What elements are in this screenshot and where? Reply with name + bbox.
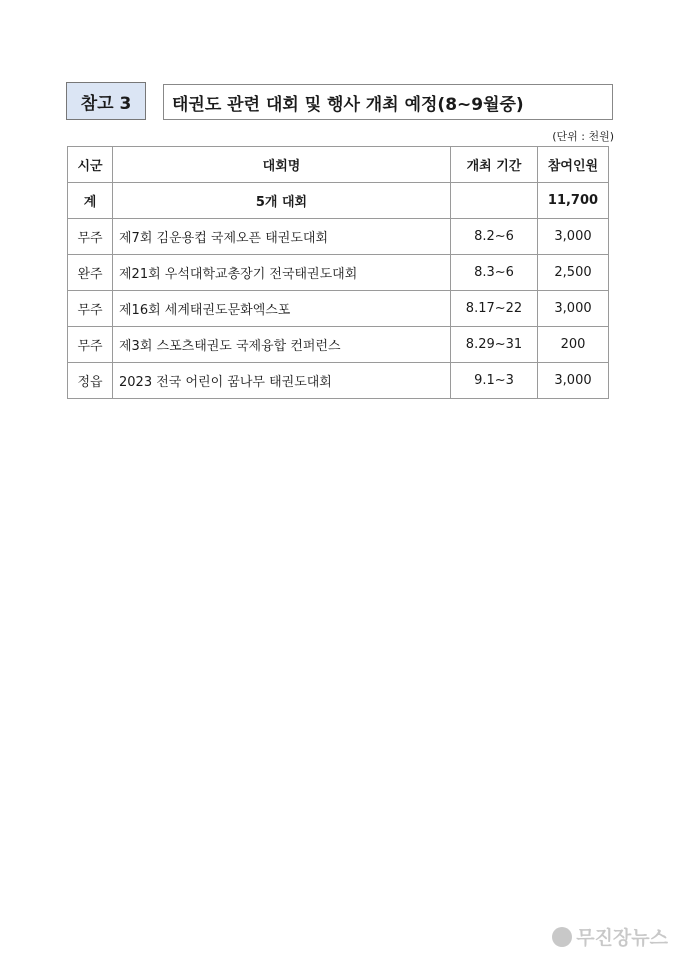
row-name: 제16회 세계태권도문화엑스포 xyxy=(113,291,451,327)
row-region: 완주 xyxy=(68,255,113,291)
row-participants: 200 xyxy=(538,327,609,363)
logo-circle-icon xyxy=(552,927,572,947)
row-period: 8.2~6 xyxy=(451,219,538,255)
row-region: 무주 xyxy=(68,291,113,327)
header-participants: 참여인원 xyxy=(538,147,609,183)
row-participants: 3,000 xyxy=(538,291,609,327)
table-header-row xyxy=(68,147,609,183)
row-region: 무주 xyxy=(68,219,113,255)
row-period: 8.3~6 xyxy=(451,255,538,291)
total-period xyxy=(451,183,538,219)
table-row xyxy=(68,255,609,291)
total-participants: 11,700 xyxy=(538,183,609,219)
table-row xyxy=(68,291,609,327)
table-row xyxy=(68,363,609,399)
row-period: 9.1~3 xyxy=(451,363,538,399)
header-period: 개최 기간 xyxy=(451,147,538,183)
row-period: 8.17~22 xyxy=(451,291,538,327)
row-region: 무주 xyxy=(68,327,113,363)
events-table xyxy=(67,146,609,399)
row-name: 제21회 우석대학교총장기 전국태권도대회 xyxy=(113,255,451,291)
header-region: 시군 xyxy=(68,147,113,183)
row-name: 제7회 김운용컵 국제오픈 태권도대회 xyxy=(113,219,451,255)
table-total-row xyxy=(68,183,609,219)
row-participants: 3,000 xyxy=(538,363,609,399)
header-name: 대회명 xyxy=(113,147,451,183)
row-region: 정읍 xyxy=(68,363,113,399)
row-name: 제3회 스포츠태권도 국제융합 컨퍼런스 xyxy=(113,327,451,363)
table-row xyxy=(68,219,609,255)
total-name: 5개 대회 xyxy=(113,183,451,219)
unit-note: (단위 : 천원) xyxy=(552,130,614,143)
row-participants: 2,500 xyxy=(538,255,609,291)
row-period: 8.29~31 xyxy=(451,327,538,363)
table-row xyxy=(68,327,609,363)
row-name: 2023 전국 어린이 꿈나무 태권도대회 xyxy=(113,363,451,399)
total-region: 계 xyxy=(68,183,113,219)
reference-label: 참고 3 xyxy=(66,82,146,120)
watermark-text: 무진장뉴스 xyxy=(576,927,668,949)
watermark xyxy=(552,923,668,950)
row-participants: 3,000 xyxy=(538,219,609,255)
document-title: 태권도 관련 대회 및 행사 개최 예정(8~9월중) xyxy=(163,84,613,120)
